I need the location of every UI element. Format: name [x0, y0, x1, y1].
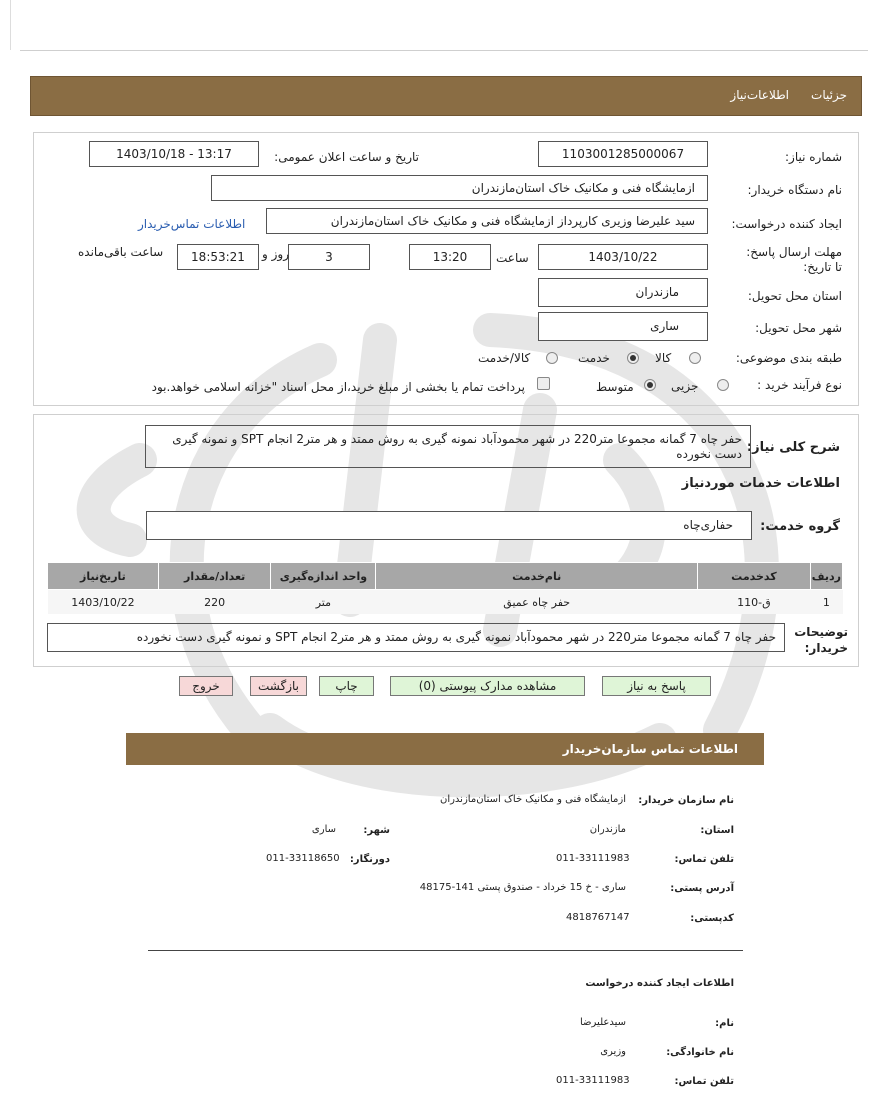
tab-need-info[interactable]: اطلاعات‌نیاز: [730, 88, 789, 102]
cell-row: 1: [810, 590, 842, 615]
need-number-field: 1103001285000067: [538, 141, 708, 167]
cell-unit: متر: [271, 590, 376, 615]
creator-label: ایجاد کننده درخواست:: [731, 217, 842, 231]
remaining-label: ساعت باقی‌مانده: [78, 245, 164, 259]
time-label: ساعت: [496, 251, 529, 265]
buyer-notes-label: توضیحات خریدار:: [794, 625, 848, 655]
radio-partial[interactable]: [717, 379, 729, 391]
radio-goods[interactable]: [689, 352, 701, 364]
city-label: شهر محل تحویل:: [755, 321, 842, 335]
remaining-time-field: 18:53:21: [177, 244, 259, 270]
summary-label: شرح کلی نیاز:: [746, 440, 840, 455]
col-unit: واحد اندازه‌گیری: [271, 563, 376, 590]
announce-label: تاریخ و ساعت اعلان عمومی:: [274, 150, 419, 164]
postal-value: 4818767147: [566, 912, 630, 923]
radio-service[interactable]: [627, 352, 639, 364]
city-field: ساری: [538, 312, 708, 341]
contact-title: اطلاعات تماس سازمان‌خریدار: [562, 742, 738, 756]
fax-value: 011-33118650: [266, 853, 340, 864]
group-label: گروه خدمت:: [760, 519, 840, 534]
org-value: ازمایشگاه فنی و مکانیک خاک استان‌مازندران: [439, 794, 626, 805]
cell-name: حفر چاه عمیق: [376, 590, 698, 615]
contact-divider: [148, 950, 743, 951]
contact-header: [126, 733, 764, 765]
exit-button[interactable]: خروج: [179, 676, 233, 696]
deadline-label: مهلت ارسال پاسخ: تا تاریخ:: [746, 245, 842, 274]
need-number-label: شماره نیاز:: [785, 150, 842, 164]
attachments-button[interactable]: مشاهده مدارک پیوستی (0): [390, 676, 585, 696]
process-label: نوع فرآیند خرید :: [757, 378, 842, 392]
creator-info-title: اطلاعات ایجاد کننده درخواست: [585, 978, 734, 989]
org-label: نام سازمان خریدار:: [638, 795, 734, 806]
col-name: نام‌خدمت: [376, 563, 698, 590]
fax-label: دورنگار:: [349, 854, 390, 865]
phone-label: تلفن تماس:: [674, 854, 734, 865]
cell-qty: 220: [158, 590, 271, 615]
col-row: ردیف: [810, 563, 842, 590]
tab-details[interactable]: جزئیات: [811, 88, 847, 102]
table-row: [48, 590, 843, 615]
cell-code: ق-110: [698, 590, 811, 615]
buyer-org-label: نام دستگاه خریدار:: [747, 183, 842, 197]
address-label: آدرس پستی:: [670, 883, 734, 894]
print-button[interactable]: چاپ: [319, 676, 374, 696]
services-table: [47, 562, 843, 614]
summary-text: حفر چاه 7 گمانه مجموعا متر220 در شهر محمودآباد نمونه گیری به روش ممتد و هر متر2 انجام SPT و نمونه گیری دست نخورده: [145, 425, 751, 468]
province-field: مازندران: [538, 278, 708, 307]
group-field: حفاری‌چاه: [146, 511, 752, 540]
services-title: اطلاعات خدمات موردنیاز: [681, 476, 840, 491]
announce-field: 1403/10/18 - 13:17: [89, 141, 259, 167]
postal-label: کدپستی:: [690, 913, 734, 924]
contact-province-value: مازندران: [589, 824, 626, 835]
province-label: استان محل تحویل:: [747, 289, 842, 303]
top-divider: [20, 50, 868, 51]
days-field: 3: [288, 244, 370, 270]
contact-city-label: شهر:: [363, 825, 390, 836]
creator-name-label: نام:: [715, 1018, 734, 1029]
payment-note: پرداخت تمام یا بخشی از مبلغ خرید،از محل اسناد "خزانه اسلامی خواهد.بود: [151, 380, 525, 394]
phone-value: 011-33111983: [556, 853, 630, 864]
creator-name-value: سیدعلیرضا: [580, 1017, 626, 1028]
address-value: ساری - خ 15 خرداد - صندوق پستی 141-48175: [419, 882, 626, 893]
deadline-time-field: 13:20: [409, 244, 491, 270]
cat-goods-label: کالا: [655, 351, 672, 365]
back-button[interactable]: بازگشت: [250, 676, 307, 696]
cell-date: 1403/10/22: [48, 590, 159, 615]
page-header: [30, 76, 862, 116]
creator-phone-value: 011-33111983: [556, 1075, 630, 1086]
buyer-contact-link[interactable]: اطلاعات تماس‌خریدار: [138, 217, 246, 231]
creator-field: سید علیرضا وزیری کارپرداز ازمایشگاه فنی و مکانیک خاک استان‌مازندران: [266, 208, 708, 234]
cat-both-label: کالا/خدمت: [478, 351, 531, 365]
contact-city-value: ساری: [311, 824, 336, 835]
buyer-org-field: ازمایشگاه فنی و مکانیک خاک استان‌مازندران: [211, 175, 708, 201]
creator-phone-label: تلفن تماس:: [674, 1076, 734, 1087]
left-border-line: [10, 0, 11, 50]
proc-partial-label: جزیی: [671, 379, 699, 393]
payment-checkbox[interactable]: [537, 377, 550, 390]
col-code: کدخدمت: [698, 563, 811, 590]
creator-family-label: نام خانوادگی:: [666, 1047, 734, 1058]
reply-button[interactable]: پاسخ به نیاز: [602, 676, 711, 696]
col-date: تاریخ‌نیاز: [48, 563, 159, 590]
radio-goods-service[interactable]: [546, 352, 558, 364]
cat-service-label: خدمت: [578, 351, 610, 365]
radio-medium[interactable]: [644, 379, 656, 391]
col-qty: تعداد/مقدار: [158, 563, 271, 590]
creator-family-value: وزیری: [600, 1046, 626, 1057]
category-label: طبقه بندی موضوعی:: [735, 351, 842, 365]
day-label: روز و: [262, 247, 289, 261]
deadline-date-field: 1403/10/22: [538, 244, 708, 270]
contact-province-label: استان:: [700, 825, 734, 836]
proc-medium-label: متوسط: [596, 380, 634, 394]
buyer-notes-text: حفر چاه 7 گمانه مجموعا متر220 در شهر محمودآباد نمونه گیری به روش ممتد و هر متر2 انجام SPT و نمونه گیری دست نخورده: [47, 623, 785, 652]
